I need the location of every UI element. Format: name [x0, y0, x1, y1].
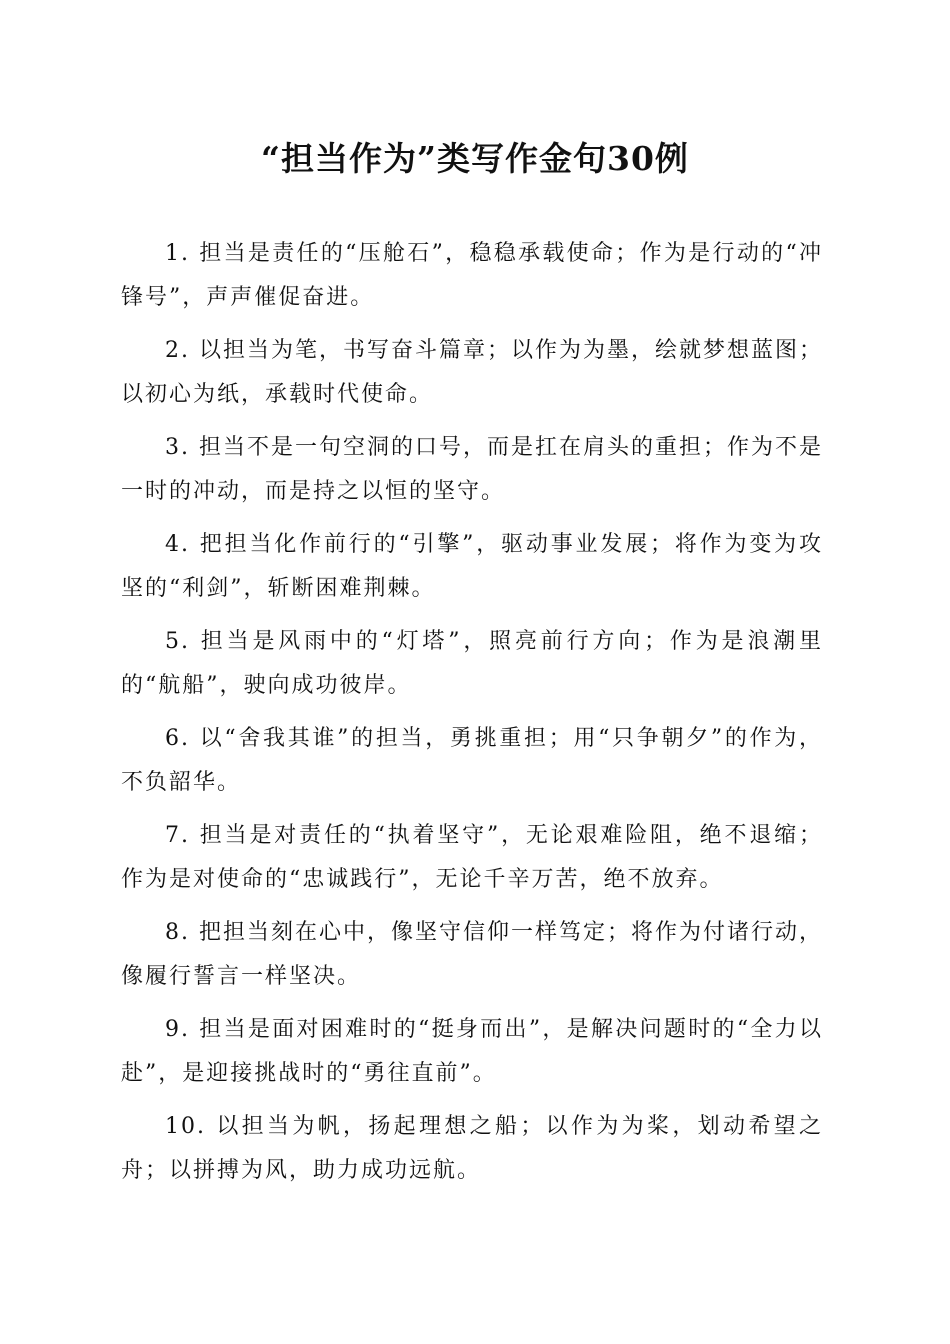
paragraph-6: 6. 以“舍我其谁”的担当，勇挑重担；用“只争朝夕”的作为，不负韶华。: [121, 726, 823, 795]
paragraph-2: 2. 以担当为笔，书写奋斗篇章；以作为为墨，绘就梦想蓝图；以初心为纸，承载时代使命。: [121, 338, 823, 407]
paragraph-5: 5. 担当是风雨中的“灯塔”，照亮前行方向；作为是浪潮里的“航船”，驶向成功彼岸。: [121, 629, 823, 698]
paragraph-8: 8. 把担当刻在心中，像坚守信仰一样笃定；将作为付诸行动，像履行誓言一样坚决。: [121, 920, 823, 989]
paragraph-4: 4. 把担当化作前行的“引擎”，驱动事业发展；将作为变为攻坚的“利剑”，斩断困难荆棘。: [121, 532, 823, 601]
paragraph-10: 10. 以担当为帆，扬起理想之船；以作为为桨，划动希望之舟；以拼搏为风，助力成功远航。: [121, 1114, 823, 1183]
document-title: “担当作为”类写作金句30例: [261, 139, 689, 178]
paragraph-9: 9. 担当是面对困难时的“挺身而出”，是解决问题时的“全力以赴”，是迎接挑战时的“勇往直前”。: [121, 1017, 823, 1086]
paragraph-1: 1. 担当是责任的“压舱石”，稳稳承载使命；作为是行动的“冲锋号”，声声催促奋进。: [121, 241, 823, 310]
document-body: [121, 232, 823, 1202]
paragraph-3: 3. 担当不是一句空洞的口号，而是扛在肩头的重担；作为不是一时的冲动，而是持之以恒的坚守。: [121, 435, 823, 504]
paragraph-7: 7. 担当是对责任的“执着坚守”，无论艰难险阻，绝不退缩；作为是对使命的“忠诚践行”，无论千辛万苦，绝不放弃。: [121, 823, 823, 892]
